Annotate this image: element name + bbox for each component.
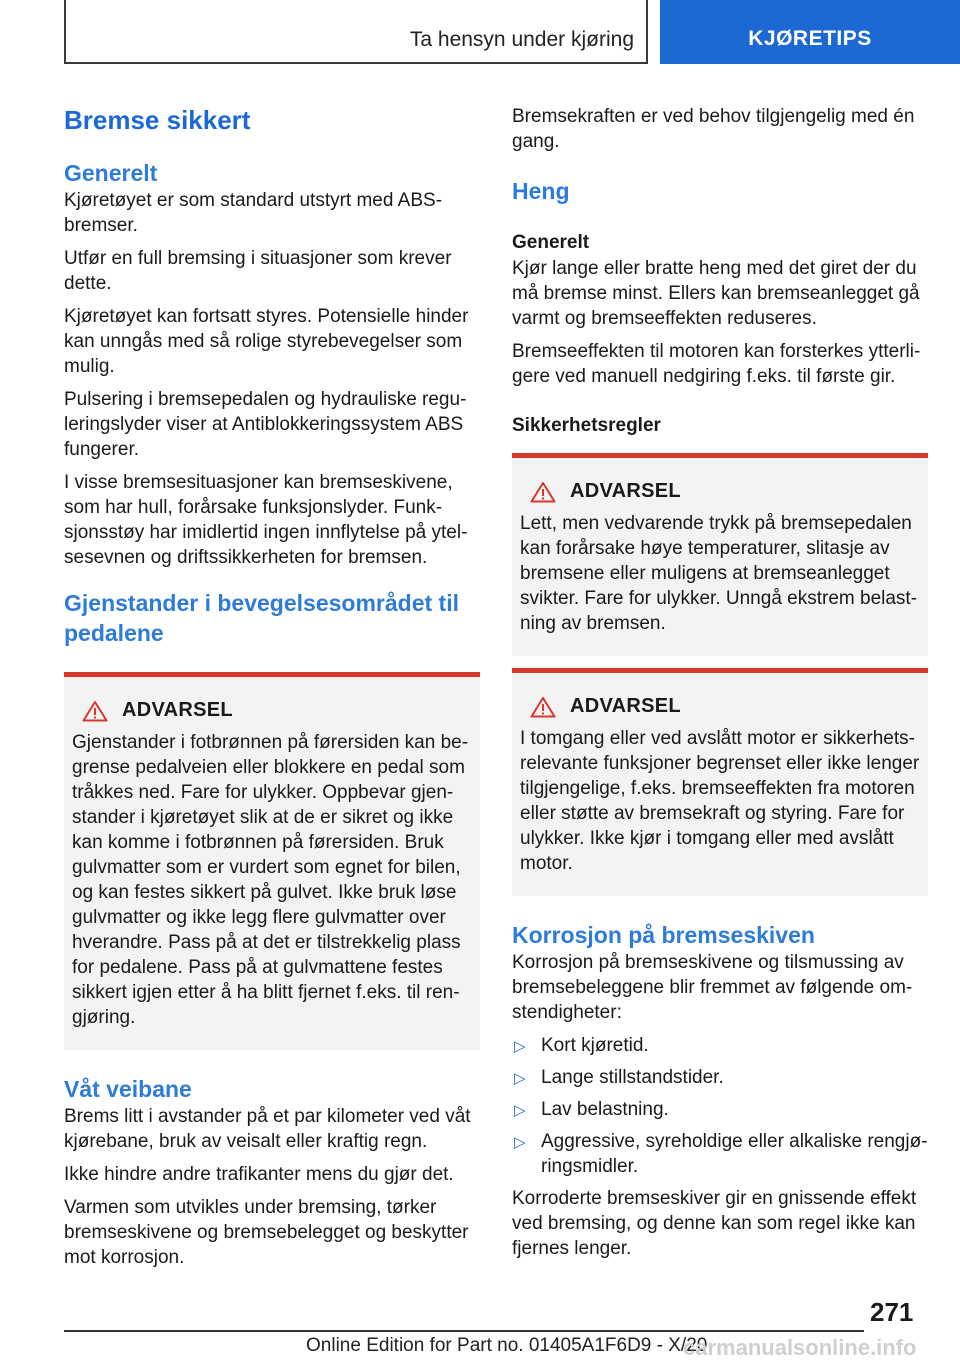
right-column bbox=[512, 96, 928, 1261]
warning-triangle-icon bbox=[530, 696, 556, 718]
paragraph: Kjør lange eller bratte heng med det giret der du må bremse minst. Ellers kan bremseanlegget gå varmt og bremseeffekten reduseres. bbox=[512, 258, 920, 329]
triangle-right-icon: ▷ bbox=[514, 1038, 526, 1055]
heading-gjenstander: Gjenstander i bevegelsesområdet til pedalene bbox=[64, 590, 459, 646]
warning-label: ADVARSEL bbox=[570, 480, 681, 502]
left-column bbox=[64, 96, 480, 1270]
list-item bbox=[512, 1097, 928, 1122]
list-item-text: Aggressive, syreholdige eller alkaliske rengjøringsmidler. bbox=[541, 1131, 928, 1177]
list-item bbox=[512, 1065, 928, 1090]
warning-box bbox=[64, 672, 480, 1050]
subheading-generelt: Generelt bbox=[512, 232, 590, 253]
warning-text: I tomgang eller ved avslått motor er sikkerhetsrelevante funksjoner begrenset eller ikke lenger tilgjengelige, f.eks. bremseeffekten fra motoren eller støtte av bremsekraft og styring. Fare for ulykker. Ikke kjør i tomgang eller med avslått motor. bbox=[520, 728, 920, 874]
paragraph: Bremsekraften er ved behov tilgjengelig med én gang. bbox=[512, 106, 915, 152]
header-section-box bbox=[64, 0, 648, 64]
section-title: Bremse sikkert bbox=[64, 105, 251, 135]
heading-heng: Heng bbox=[512, 178, 570, 204]
paragraph: Kjøretøyet kan fortsatt styres. Potensielle hinder kan unngås med så rolige styrebevegelser som mulig. bbox=[64, 306, 469, 377]
paragraph: Korroderte bremseskiver gir en gnissende effekt ved bremsing, og denne kan som regel ikke kan fjernes lenger. bbox=[512, 1188, 917, 1259]
list-item bbox=[512, 1129, 928, 1179]
list-item-text: Lav belastning. bbox=[541, 1099, 669, 1120]
warning-label: ADVARSEL bbox=[122, 699, 233, 721]
paragraph: Utfør en full bremsing i situasjoner som krever dette. bbox=[64, 248, 452, 294]
paragraph: Varmen som utvikles under bremsing, tørker bremseskivene og bremsebelegget og beskytter mot korrosjon. bbox=[64, 1197, 469, 1268]
heading-generelt: Generelt bbox=[64, 160, 158, 186]
warning-title bbox=[520, 695, 920, 718]
warning-title bbox=[72, 699, 472, 722]
warning-text: Lett, men vedvarende trykk på bremsepedalen kan forårsake høye temperaturer, slitasje av bremsene eller muligens at bremseanlegget svikter. Fare for ulykker. Unngå ekstrem belastning av bremsen. bbox=[520, 513, 918, 634]
list-item-text: Kort kjøretid. bbox=[541, 1035, 649, 1056]
warning-box bbox=[512, 668, 928, 896]
warning-triangle-icon bbox=[82, 700, 108, 722]
header-section-title: Ta hensyn under kjøring bbox=[409, 28, 634, 51]
warning-text: Gjenstander i fotbrønnen på førersiden kan begrense pedalveien eller blokkere en pedal som tråkkes ned. Fare for ulykker. Oppbevar gjenstander i kjøretøyet slik at de er sikret og ikke kan komme i fotbrønnen på førersiden. Bruk gulvmatter som er vurdert som egnet for bilen, og kan festes sikkert på gulvet. Ikke bruk løse gulvmatter og ikke legg flere gulvmatter over hverandre. Pass på at det er tilstrekkelig plass for pedalene. Pass på at gulvmattene festes sikkert igjen etter å ha blitt fjernet f.eks. til rengjøring. bbox=[72, 732, 469, 1028]
header-chapter-title: KJØRETIPS bbox=[748, 27, 872, 50]
paragraph: Korrosjon på bremseskivene og tilsmussing av bremsebeleggene blir fremmet av følgende omstendigheter: bbox=[512, 952, 913, 1023]
paragraph: Ikke hindre andre trafikanter mens du gjør det. bbox=[64, 1164, 454, 1185]
paragraph: Bremseeffekten til motoren kan forsterkes ytterligere ved manuell nedgiring f.eks. til første gir. bbox=[512, 341, 921, 387]
warning-box bbox=[512, 453, 928, 656]
list-item-text: Lange stillstandstider. bbox=[541, 1067, 724, 1088]
warning-label: ADVARSEL bbox=[570, 695, 681, 717]
paragraph: Brems litt i avstander på et par kilometer ved våt kjørebane, bruk av veisalt eller kraftig regn. bbox=[64, 1106, 471, 1152]
footer-edition: Online Edition for Part no. 01405A1F6D9 - X/20 bbox=[306, 1335, 708, 1356]
subheading-sikkerhetsregler: Sikkerhetsregler bbox=[512, 415, 661, 436]
warning-triangle-icon bbox=[530, 481, 556, 503]
warning-title bbox=[520, 480, 920, 503]
triangle-right-icon: ▷ bbox=[514, 1102, 526, 1119]
paragraph: Kjøretøyet er som standard utstyrt med ABS-bremser. bbox=[64, 190, 443, 236]
heading-korrosjon: Korrosjon på bremseskiven bbox=[512, 922, 815, 948]
page-number: 271 bbox=[870, 1297, 914, 1327]
watermark-text: carmanualsonline.info bbox=[683, 1335, 917, 1360]
paragraph: Pulsering i bremsepedalen og hydrauliske reguleringslyder viser at Antiblokkeringssystem ABS fungerer. bbox=[64, 389, 467, 460]
footer-divider bbox=[64, 1330, 864, 1332]
paragraph: I visse bremsesituasjoner kan bremseskivene, som har hull, forårsake funksjonslyder. Funksjonsstøy har imidlertid ingen innflytelse på ytelsesevnen og driftssikkerheten for bremsen. bbox=[64, 472, 468, 568]
header-chapter-tab[interactable] bbox=[660, 0, 960, 64]
list-item bbox=[512, 1033, 928, 1058]
triangle-right-icon: ▷ bbox=[514, 1070, 526, 1087]
bullet-list bbox=[512, 1033, 928, 1179]
triangle-right-icon: ▷ bbox=[514, 1134, 526, 1151]
heading-vat-veibane: Våt veibane bbox=[64, 1076, 192, 1102]
